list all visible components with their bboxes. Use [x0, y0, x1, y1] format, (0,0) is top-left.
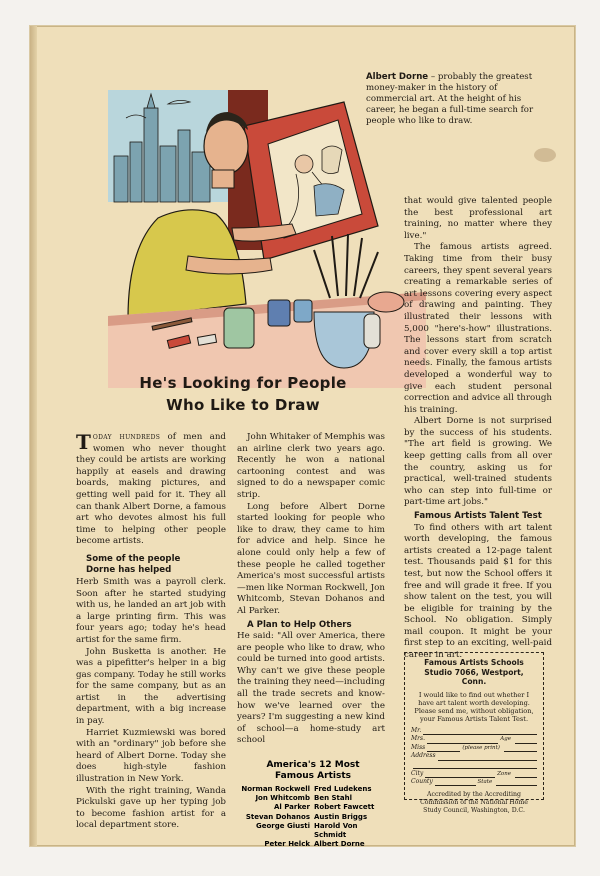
- coupon-city-field[interactable]: [411, 769, 537, 778]
- mail-coupon[interactable]: [404, 652, 544, 814]
- artists-title-line-1: America's 12 Most: [266, 760, 360, 770]
- field-label: (please print): [462, 744, 500, 751]
- coupon-blank-line[interactable]: [411, 761, 537, 770]
- write-line[interactable]: [427, 737, 498, 744]
- write-line[interactable]: [504, 745, 537, 752]
- headline: [74, 372, 412, 416]
- subheading: Some of the people: [86, 553, 181, 564]
- drop-cap: T: [76, 430, 91, 454]
- paragraph: With the right training, Wanda Pickulski gave up her typing job to become fashion artist for a local department store.: [76, 785, 226, 831]
- illustration-caption: [366, 72, 546, 127]
- coupon-mrs-field[interactable]: [411, 735, 537, 744]
- article-column-1: [76, 432, 226, 832]
- coupon-address: Studio 7066, Westport, Conn.: [424, 667, 524, 686]
- paragraph: that would give talented people the best professional art training, no matter where they live.": [404, 196, 552, 241]
- paragraph: He said: "All over America, there are people who like to draw, who could be turned into good artists. Why can't we give these people the training they need—including all the trade secrets and know-how we've learned over the years? I'm suggesting a new kind of school—a home-study art school: [237, 631, 386, 746]
- lead-small-caps: oday hundreds: [92, 432, 161, 442]
- artists-title: [238, 760, 388, 782]
- article-column-2: [237, 432, 385, 747]
- artist-name: Norman Rockwell: [241, 785, 310, 793]
- field-label: Address: [411, 752, 436, 760]
- write-line[interactable]: [435, 779, 476, 786]
- field-label: Mrs.: [411, 735, 425, 743]
- caption-text: – probably the greatest money-maker in the history of commercial art. At the height of his career, he began a full-time search for people who like to draw.: [366, 72, 534, 126]
- paragraph: The famous artists agreed. Taking time from their busy careers, they spent several years creating a remarkable series of art lessons covering every aspect of drawing and painting. They illustrated their lessons with 5,000 "here's-how" illustrations. The lessons start from scratch and cover every skill a top artist needs. Finally, the famous artists developed a wonderful way to give each student personal correction and advice all through his training.: [404, 242, 552, 415]
- write-line[interactable]: [438, 754, 537, 761]
- headline-line-2: Who Like to Draw: [166, 396, 320, 414]
- paragraph: [76, 432, 226, 548]
- caption-name: Albert Dorne: [366, 72, 429, 82]
- artist-name: Stevan Dohanos: [245, 812, 310, 821]
- artists-title-line-2: Famous Artists: [275, 771, 351, 781]
- artist-name: Jon Whitcomb: [255, 794, 310, 803]
- paragraph: Long before Albert Dorne started looking for people who like to draw, they came to him for advice and help. Since he alone could only help a few of these people he called together America's most successful artists—men like Norman Rockwell, Jon Whitcomb, Stevan Dohanos and Al Parker.: [237, 501, 385, 616]
- coupon-mr-field[interactable]: [411, 726, 537, 735]
- artist-name: Peter Helck: [264, 840, 310, 849]
- field-label: State: [477, 779, 493, 786]
- artist-name: Ben Stahl: [314, 794, 352, 803]
- artist-name: Albert Dorne: [314, 840, 365, 849]
- write-line[interactable]: [496, 779, 537, 786]
- write-line[interactable]: [515, 737, 537, 744]
- page-stain: [534, 148, 556, 162]
- artist-name: George Giusti: [256, 821, 310, 830]
- artist-name: Robert Fawcett: [314, 803, 375, 812]
- artist-illustration: [108, 86, 426, 388]
- paragraph: Herb Smith was a payroll clerk. Soon after he started studying with us, he landed an art job with a large printing firm. This was four years ago; today he's head artist for the same firm.: [76, 576, 226, 645]
- paragraph: John Busketta is another. He was a pipefitter's helper in a big gas company. Today he still works for the same company, but as an artist in the advertising department, with a big increase in pay.: [76, 646, 226, 727]
- write-line[interactable]: [423, 728, 537, 735]
- paragraph-text: of men and women who never thought they could be artists are working happily at easels and drawing boards, making pictures, and getting well paid for it. They all can thank Albert Dorne, a famous art who devotes almost his full time to helping other people become artists.: [76, 432, 226, 547]
- paragraph: Harriet Kuzmiewski was bored with an "ordinary" job before she heard of Albert Dorne. Today she does high-style fashion illustration in New York.: [76, 727, 226, 785]
- artist-name: Fred Ludekens: [314, 785, 372, 793]
- artist-name: Harold Von Schmidt: [314, 821, 358, 840]
- field-label: Mr.: [411, 726, 422, 734]
- artist-name: Austin Briggs: [314, 812, 368, 821]
- field-label: Miss: [411, 743, 426, 751]
- coupon-miss-field[interactable]: [411, 744, 537, 753]
- paragraph: John Whitaker of Memphis was an airline clerk two years ago. Recently he won a national cartooning contest and was signed to do a newspaper comic strip.: [237, 432, 385, 500]
- write-line[interactable]: [413, 762, 537, 769]
- paragraph: To find others with art talent worth developing, the famous artists created a 12-page talent test. Thousands paid $1 for this test, but now the School offers it free and will grade it free. If you show talent on the test, you will be eligible for training by the School. No obligation. Simply mail coupon. It might be your first step to an exciting, well-paid career in art.: [404, 522, 552, 661]
- write-line[interactable]: [427, 745, 460, 752]
- coupon-county-field[interactable]: [411, 778, 537, 787]
- coupon-address-field[interactable]: [411, 752, 537, 761]
- field-label: Zone: [497, 770, 511, 777]
- coupon-accreditation: Accredited by the Accrediting Commission of the National Home Study Council, Washington, D.C.: [420, 791, 528, 814]
- article-column-3: [404, 196, 552, 662]
- coupon-school-name: Famous Artists Schools: [424, 658, 524, 667]
- coupon-intro: I would like to find out whether I have art talent worth developing. Please send me, without obligation, your Famous Artists Talent Test.: [414, 690, 534, 724]
- paragraph: Albert Dorne is not surprised by the success of his students. "The art field is growing. We keep getting calls from all over the country, asking us for practical, well-trained students who can step into full-time or part-time art jobs.": [404, 416, 552, 508]
- field-label: City: [411, 769, 424, 777]
- artist-name: Al Parker: [273, 803, 310, 812]
- headline-line-1: He's Looking for People: [139, 374, 347, 392]
- write-line[interactable]: [425, 771, 495, 778]
- subheading: A Plan to Help Others: [247, 619, 352, 630]
- field-label: Age: [500, 736, 511, 743]
- subheading: Dorne has helped: [86, 565, 172, 576]
- subheading: Famous Artists Talent Test: [414, 511, 542, 522]
- field-label: County: [411, 778, 433, 786]
- write-line[interactable]: [515, 771, 537, 778]
- artists-list: [235, 785, 389, 849]
